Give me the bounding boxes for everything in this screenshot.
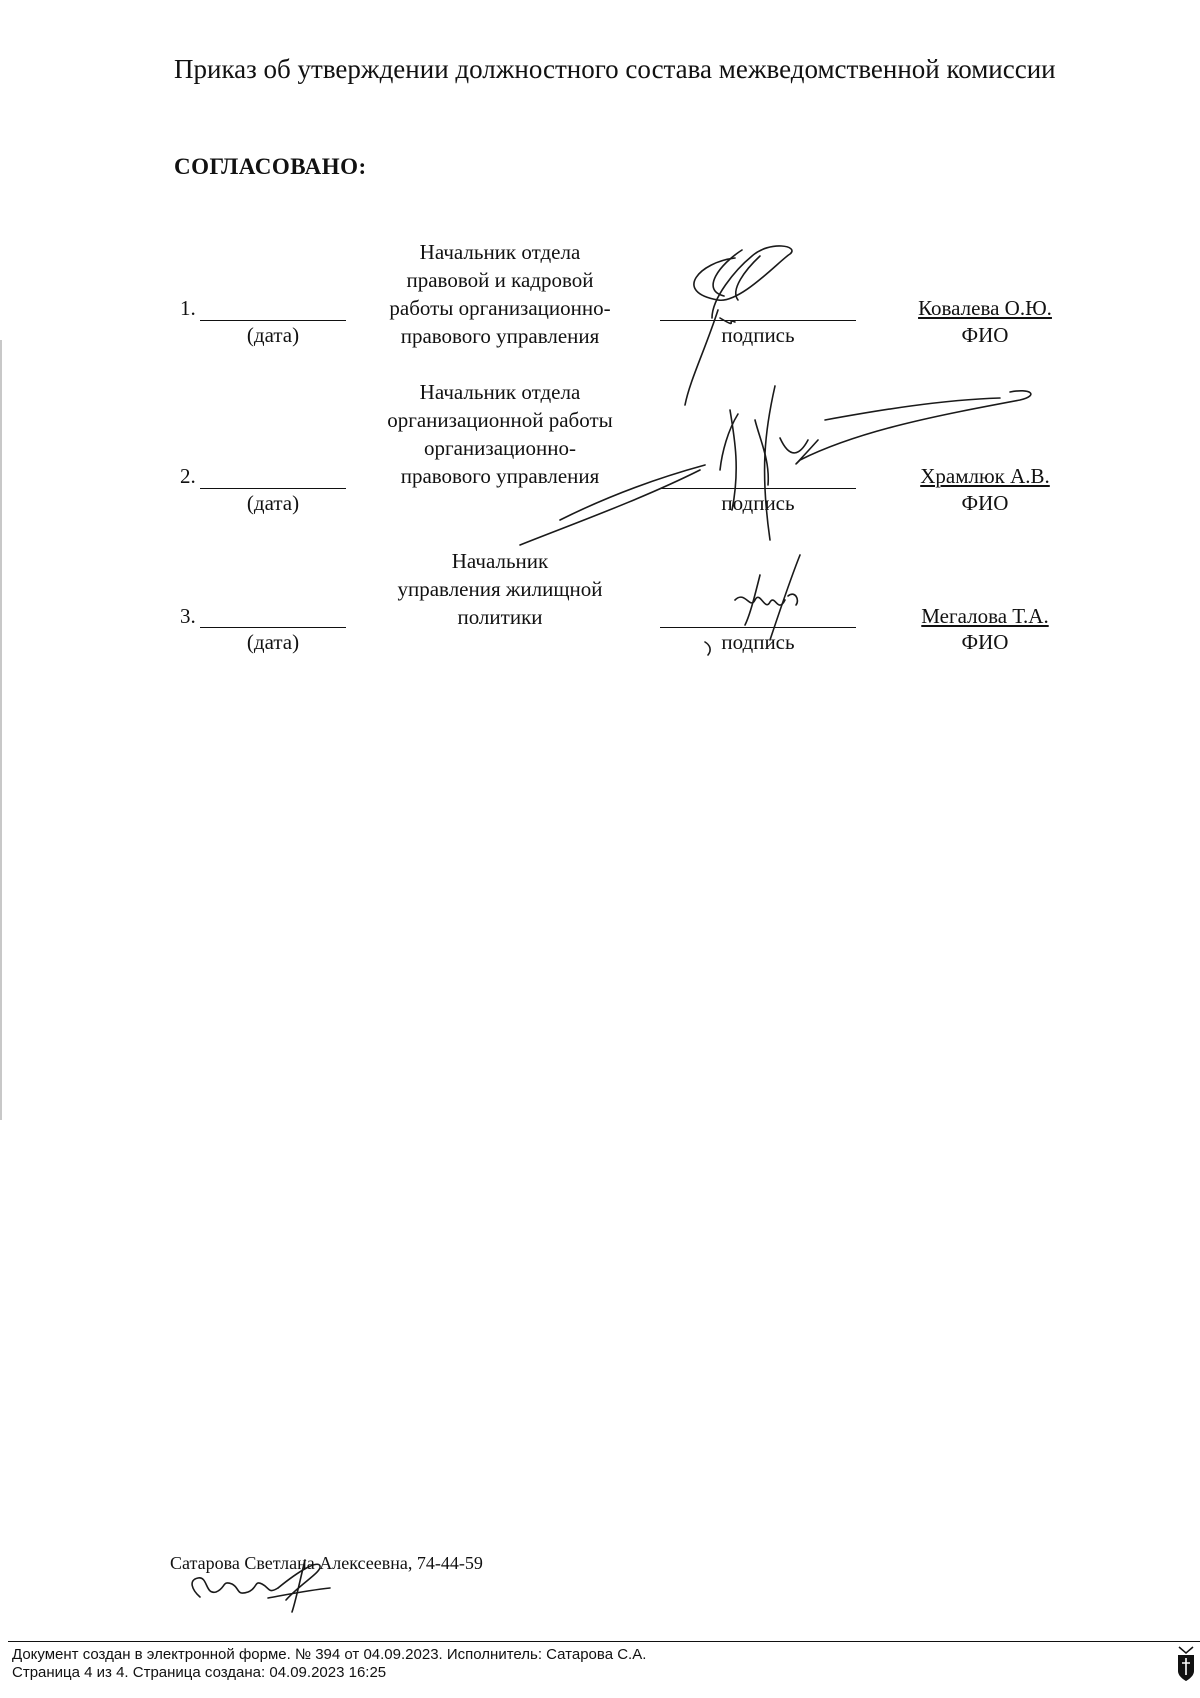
signer-name: Храмлюк А.В. [920,464,1050,488]
position-line: организационно- [424,436,576,460]
position-title [355,547,645,631]
position-line: Начальник отдела [419,380,581,404]
date-caption: (дата) [246,491,300,515]
signature-line [660,466,856,489]
signature-line [660,605,856,628]
position-line: правовой и кадровой [406,268,594,292]
row-number: 2. [180,464,196,488]
position-title [355,378,645,490]
position-line: организационной работы [387,408,613,432]
footer-divider [8,1641,1200,1642]
position-line: управления жилищной [397,577,603,601]
signature-caption: подпись [721,491,795,515]
scan-edge [0,340,2,1120]
position-line: политики [457,605,543,629]
date-line [200,298,346,321]
position-line: правового управления [400,464,600,488]
signer-name: Мегалова Т.А. [921,604,1049,628]
position-line: работы организационно- [389,296,611,320]
row-number: 1. [180,296,196,320]
date-caption: (дата) [246,323,300,347]
signature-line [660,298,856,321]
position-line: правового управления [400,324,600,348]
date-caption: (дата) [246,630,300,654]
position-title [355,238,645,350]
position-line: Начальник отдела [419,240,581,264]
signature-caption: подпись [721,323,795,347]
name-caption: ФИО [961,491,1009,515]
name-caption: ФИО [961,630,1009,654]
document-title: Приказ об утверждении должностного состава межведомственной комиссии [174,54,1056,84]
signature-caption: подпись [721,630,795,654]
date-line [200,605,346,628]
row-number: 3. [180,604,196,628]
executor-contact: Сатарова Светлана Алексеевна, 74-44-59 [170,1553,483,1573]
document-footer [12,1646,646,1682]
position-line: Начальник [451,549,549,573]
name-caption: ФИО [961,323,1009,347]
footer-line-1: Документ создан в электронной форме. № 394 от 04.09.2023. Исполнитель: Сатарова С.А. [12,1646,647,1663]
coat-of-arms-icon [1176,1645,1196,1683]
footer-line-2: Страница 4 из 4. Страница создана: 04.09.2023 16:25 [12,1664,387,1681]
approval-heading: СОГЛАСОВАНО: [174,154,367,179]
date-line [200,466,346,489]
signer-name: Ковалева О.Ю. [918,296,1052,320]
